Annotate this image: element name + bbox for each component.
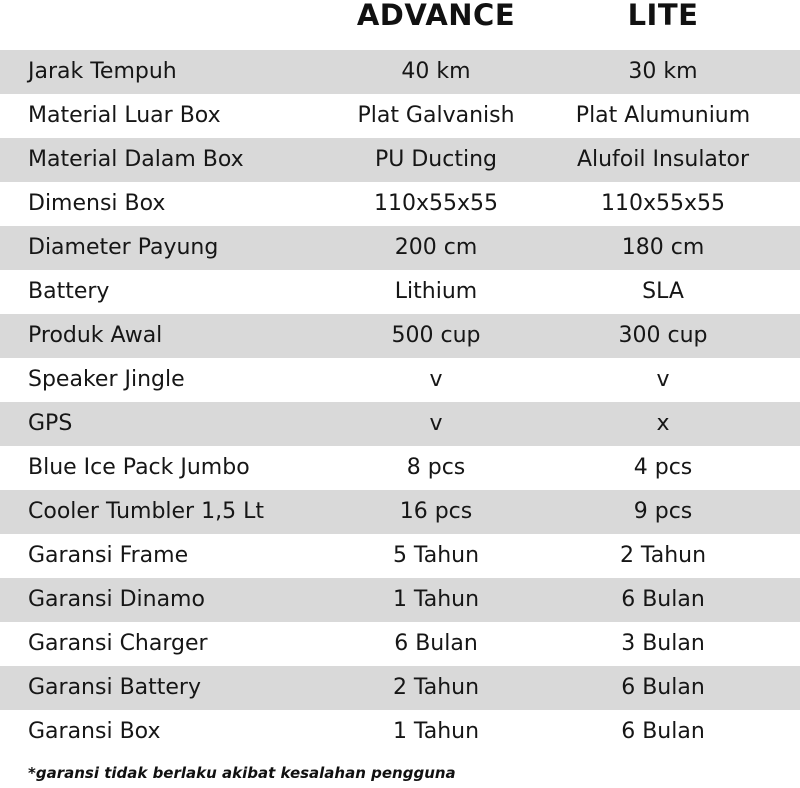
table-row <box>0 622 800 666</box>
row-label: Cooler Tumbler 1,5 Lt <box>28 499 264 524</box>
column-header-advance: ADVANCE <box>356 0 516 32</box>
footnote: *garansi tidak berlaku akibat kesalahan pengguna <box>28 764 456 782</box>
row-label: Jarak Tempuh <box>28 59 177 84</box>
comparison-table <box>0 50 800 754</box>
advance-value: 1 Tahun <box>392 587 480 612</box>
advance-value: Plat Galvanish <box>357 103 515 128</box>
table-row <box>0 94 800 138</box>
row-label: Garansi Box <box>28 719 161 744</box>
lite-value: 4 pcs <box>633 455 693 480</box>
row-label: Produk Awal <box>28 323 163 348</box>
row-label: GPS <box>28 411 73 436</box>
row-label: Speaker Jingle <box>28 367 185 392</box>
lite-value: 110x55x55 <box>600 191 726 216</box>
row-label: Material Dalam Box <box>28 147 244 172</box>
table-row <box>0 578 800 622</box>
lite-value: 180 cm <box>621 235 705 260</box>
table-row <box>0 358 800 402</box>
table-row <box>0 710 800 754</box>
lite-value: 6 Bulan <box>621 675 705 700</box>
lite-value: 2 Tahun <box>619 543 707 568</box>
table-row <box>0 446 800 490</box>
table-row <box>0 50 800 94</box>
table-row <box>0 534 800 578</box>
advance-value: 110x55x55 <box>373 191 499 216</box>
lite-value: x <box>656 411 670 436</box>
row-label: Battery <box>28 279 110 304</box>
advance-value: 2 Tahun <box>392 675 480 700</box>
table-row <box>0 138 800 182</box>
advance-value: 5 Tahun <box>392 543 480 568</box>
lite-value: 30 km <box>628 59 698 84</box>
advance-value: 200 cm <box>394 235 478 260</box>
advance-value: 16 pcs <box>399 499 473 524</box>
advance-value: v <box>429 367 443 392</box>
row-label: Garansi Frame <box>28 543 189 568</box>
table-row <box>0 402 800 446</box>
row-label: Garansi Battery <box>28 675 201 700</box>
table-row <box>0 270 800 314</box>
table-row <box>0 666 800 710</box>
row-label: Diameter Payung <box>28 235 219 260</box>
advance-value: v <box>429 411 443 436</box>
advance-value: 40 km <box>401 59 471 84</box>
table-row <box>0 314 800 358</box>
table-row <box>0 182 800 226</box>
advance-value: 8 pcs <box>406 455 466 480</box>
advance-value: 1 Tahun <box>392 719 480 744</box>
row-label: Garansi Charger <box>28 631 208 656</box>
lite-value: 6 Bulan <box>621 719 705 744</box>
lite-value: 3 Bulan <box>621 631 705 656</box>
row-label: Material Luar Box <box>28 103 221 128</box>
advance-value: 6 Bulan <box>394 631 478 656</box>
lite-value: 9 pcs <box>633 499 693 524</box>
advance-value: Lithium <box>394 279 478 304</box>
lite-value: 6 Bulan <box>621 587 705 612</box>
table-row <box>0 226 800 270</box>
row-label: Garansi Dinamo <box>28 587 205 612</box>
advance-value: 500 cup <box>391 323 481 348</box>
row-label: Dimensi Box <box>28 191 166 216</box>
advance-value: PU Ducting <box>375 147 497 172</box>
lite-value: 300 cup <box>618 323 708 348</box>
column-header-lite: LITE <box>627 0 699 32</box>
table-header <box>0 0 800 50</box>
lite-value: Plat Alumunium <box>575 103 751 128</box>
lite-value: SLA <box>642 279 684 304</box>
lite-value: Alufoil Insulator <box>576 147 750 172</box>
lite-value: v <box>656 367 670 392</box>
row-label: Blue Ice Pack Jumbo <box>28 455 250 480</box>
table-row <box>0 490 800 534</box>
